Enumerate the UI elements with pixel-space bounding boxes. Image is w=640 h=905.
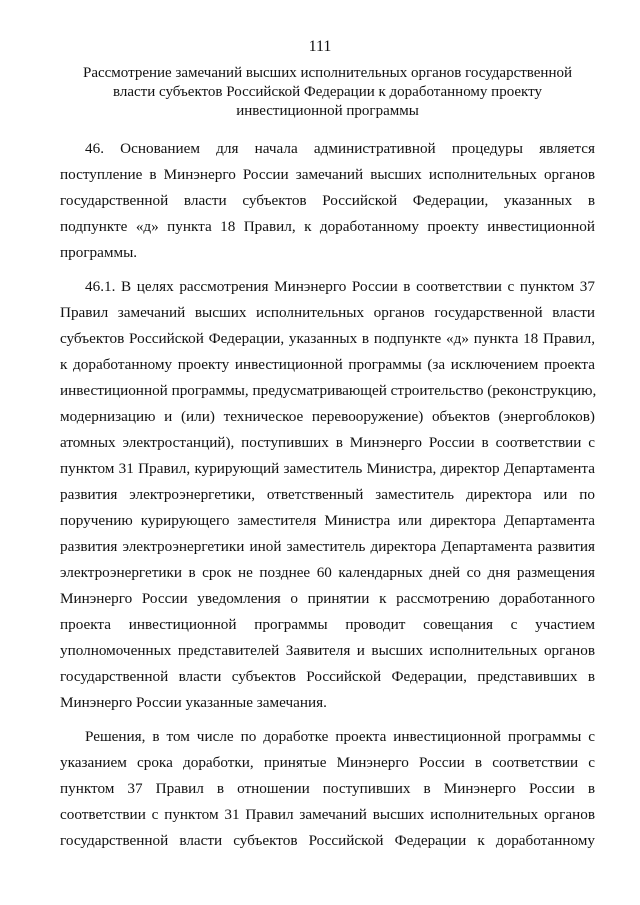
text-line: Минэнерго России указанные замечания. xyxy=(60,694,327,711)
text-line: к доработанному проекту инвестиционной программы (за исключением проекта xyxy=(60,356,595,373)
heading-line: Рассмотрение замечаний высших исполнительных органов государственной xyxy=(82,65,573,81)
text-line: поручению курирующего заместителя Министра или директора Департамента xyxy=(60,512,595,529)
text-line: атомных электростанций), поступивших в Минэнерго России в соответствии с xyxy=(60,434,595,451)
text-line: поступление в Минэнерго России замечаний высших исполнительных органов xyxy=(60,166,595,183)
paragraph-46 xyxy=(60,136,595,266)
text-line: пунктом 31 Правил, курирующий заместитель Министра, директор Департамента xyxy=(60,460,595,477)
paragraph-46-1 xyxy=(60,274,595,716)
text-line: 46.1. В целях рассмотрения Минэнерго России в соответствии с пунктом 37 xyxy=(85,278,595,295)
section-heading xyxy=(60,64,595,121)
heading-line: инвестиционной программы xyxy=(236,103,419,119)
text-line: 46. Основанием для начала административной процедуры является xyxy=(85,140,595,157)
text-line: уполномоченных представителей Заявителя и высших исполнительных органов xyxy=(60,642,595,659)
paragraph-decisions xyxy=(60,724,595,854)
text-line: государственной власти субъектов Российской Федерации, представивших в xyxy=(60,668,595,685)
text-line: проекта инвестиционной программы проводит совещания с участием xyxy=(60,616,595,633)
text-line: Решения, в том числе по доработке проекта инвестиционной программы с xyxy=(85,728,595,745)
text-line: модернизацию и (или) техническое перевооружение) объектов (энергоблоков) xyxy=(60,408,595,425)
text-line: Минэнерго России уведомления о принятии к рассмотрению доработанного xyxy=(60,590,595,607)
text-line: программы. xyxy=(60,244,138,261)
text-line: государственной власти субъектов Российской Федерации, указанных в xyxy=(60,192,595,209)
text-line: субъектов Российской Федерации, указанных в подпункте «д» пункта 18 Правил, xyxy=(60,330,595,347)
text-line: пунктом 37 Правил в отношении поступивших в Минэнерго России в xyxy=(60,780,595,797)
text-line: развития электроэнергетики иной заместитель директора Департамента развития xyxy=(60,538,595,555)
text-line: электроэнергетики в срок не позднее 60 календарных дней со дня размещения xyxy=(60,564,595,581)
document-body xyxy=(60,136,595,854)
text-line: государственной власти субъектов Российской Федерации к доработанному xyxy=(60,832,595,849)
text-line: указанием срока доработки, принятые Минэнерго России в соответствии с xyxy=(60,754,595,771)
page-number: 111 xyxy=(308,38,332,55)
text-line: развития электроэнергетики, ответственный заместитель директора или по xyxy=(60,486,595,503)
text-line: соответствии с пунктом 31 Правил замечаний высших исполнительных органов xyxy=(60,806,595,823)
text-line: подпункте «д» пункта 18 Правил, к доработанному проекту инвестиционной xyxy=(60,218,595,235)
text-line: инвестиционной программы, предусматривающей строительство (реконструкцию, xyxy=(60,382,597,399)
heading-line: власти субъектов Российской Федерации к доработанному проекту xyxy=(113,84,542,100)
text-line: Правил замечаний высших исполнительных органов государственной власти xyxy=(60,304,595,321)
